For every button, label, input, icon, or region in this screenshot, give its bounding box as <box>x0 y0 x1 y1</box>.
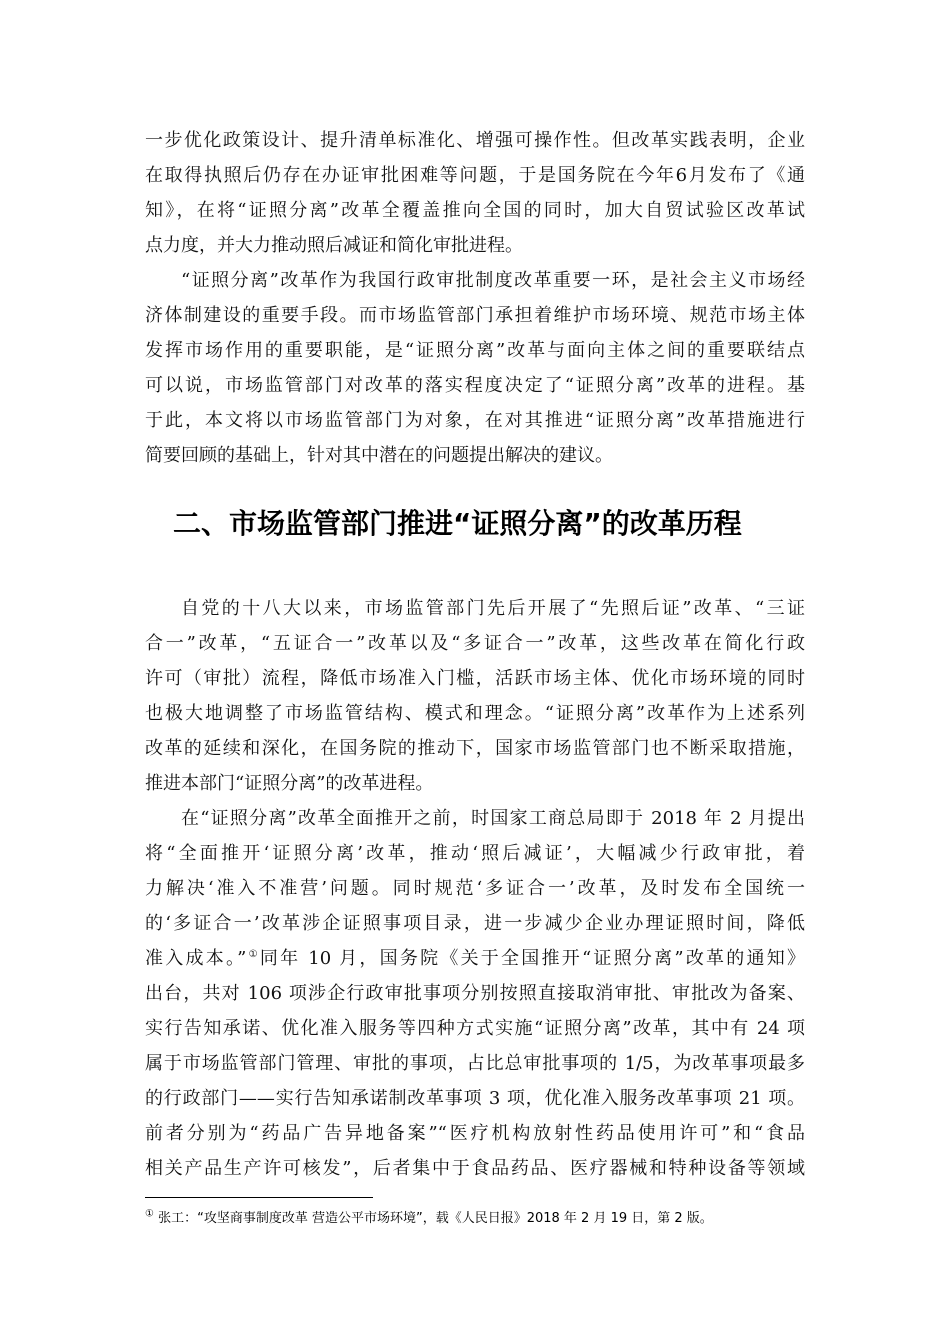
paragraph-line: 也极大地调整了市场监管结构、模式和理念。“证照分离”改革作为上述系列 <box>145 703 805 724</box>
paragraph-line: 改革的延续和深化，在国务院的推动下，国家市场监管部门也不断采取措施， <box>145 738 805 759</box>
paragraph-line: 力解决‘准入不准营’问题。同时规范‘多证合一’改革，及时发布全国统一 <box>145 878 805 899</box>
paragraph-line: 于此，本文将以市场监管部门为对象，在对其推进“证照分离”改革措施进行 <box>145 410 805 431</box>
paragraph-line: 在“证照分离”改革全面推开之前，时国家工商总局即于 2018 年 2 月提出 <box>181 808 805 829</box>
footnote-marker: ① <box>145 1208 154 1220</box>
footnote-separator <box>145 1197 373 1198</box>
sentence-end: 准入成本。” <box>145 948 247 969</box>
paragraph-line: 济体制建设的重要手段。而市场监管部门承担着维护市场环境、规范市场主体 <box>145 305 805 326</box>
paragraph-line: 实行告知承诺、优化准入服务等四种方式实施“证照分离”改革，其中有 24 项 <box>145 1018 805 1039</box>
paragraph-line: 将“全面推开‘证照分离’改革，推动‘照后减证’，大幅减少行政审批，着 <box>145 843 805 864</box>
paragraph-line: 许可（审批）流程，降低市场准入门槛，活跃市场主体、优化市场环境的同时 <box>145 668 805 689</box>
paragraph-line: 属于市场监管部门管理、审批的事项，占比总审批事项的 1/5，为改革事项最多 <box>145 1053 805 1074</box>
section-heading: 二、市场监管部门推进“证照分离”的改革历程 <box>173 507 742 540</box>
paragraph-line: 可以说，市场监管部门对改革的落实程度决定了“证照分离”改革的进程。基 <box>145 375 805 396</box>
paragraph-line: 简要回顾的基础上，针对其中潜在的问题提出解决的建议。 <box>145 445 613 466</box>
paragraph-line: 的‘多证合一’改革涉企证照事项目录，进一步减少企业办理证照时间，降低 <box>145 913 805 934</box>
paragraph-line: “证照分离”改革作为我国行政审批制度改革重要一环，是社会主义市场经 <box>181 270 805 291</box>
paragraph-line: 点力度，并大力推动照后减证和简化审批进程。 <box>145 235 523 256</box>
paragraph-line: 合一”改革，“五证合一”改革以及“多证合一”改革，这些改革在简化行政 <box>145 633 805 654</box>
paragraph-line-with-footnote <box>145 947 805 971</box>
paragraph-line: 在取得执照后仍存在办证审批困难等问题，于是国务院在今年6月发布了《通 <box>145 165 805 186</box>
footnote-text: 张工：“攻坚商事制度改革 营造公平市场环境”，载《人民日报》2018 年 2 月 19 日，第 2 版。 <box>153 1211 713 1226</box>
paragraph-line: 相关产品生产许可核发”，后者集中于食品药品、医疗器械和特种设备等领域 <box>145 1158 805 1179</box>
footnote-reference[interactable]: ① <box>246 949 260 960</box>
sentence-start: 同年 10 月，国务院《关于全国推开“证照分离”改革的通知》 <box>259 948 806 969</box>
paragraph-line: 推进本部门“证照分离”的改革进程。 <box>145 773 434 794</box>
paragraph-line: 一步优化政策设计、提升清单标准化、增强可操作性。但改革实践表明，企业 <box>145 130 805 151</box>
paragraph-line: 知》，在将“证照分离”改革全覆盖推向全国的同时，加大自贸试验区改革试 <box>145 200 805 221</box>
paragraph-line: 前者分别为“药品广告异地备案”“医疗机构放射性药品使用许可”和“食品 <box>145 1123 805 1144</box>
paragraph-line: 的行政部门——实行告知承诺制改革事项 3 项，优化准入服务改革事项 21 项。 <box>145 1088 805 1109</box>
paragraph-line: 出台，共对 106 项涉企行政审批事项分别按照直接取消审批、审批改为备案、 <box>145 983 805 1004</box>
paragraph-line: 发挥市场作用的重要职能，是“证照分离”改革与面向主体之间的重要联结点 <box>145 340 805 361</box>
paragraph-line: 自党的十八大以来，市场监管部门先后开展了“先照后证”改革、“三证 <box>181 598 805 619</box>
footnote <box>145 1210 713 1228</box>
